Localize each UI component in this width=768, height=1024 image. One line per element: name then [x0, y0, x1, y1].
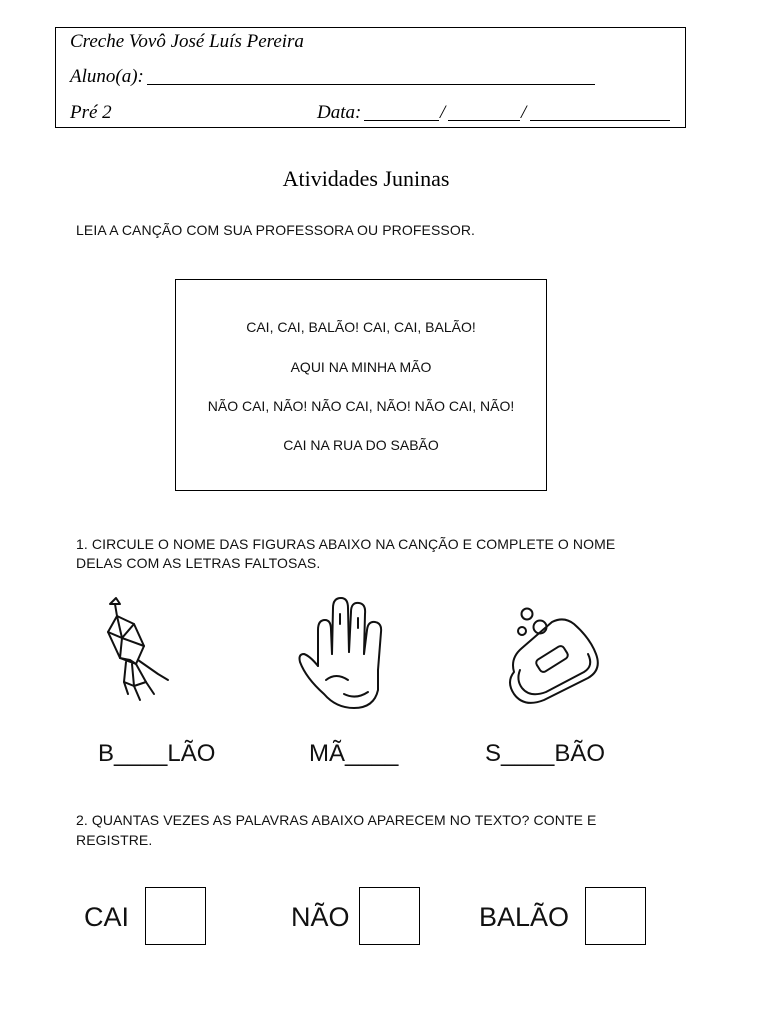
- hand-icon: [296, 594, 396, 718]
- school-name: Creche Vovô José Luís Pereira: [70, 31, 304, 52]
- complete-word-hand[interactable]: MÃ____: [309, 740, 399, 767]
- song-line: CAI NA RUA DO SABÃO: [283, 437, 439, 453]
- question-2-text: 2. QUANTAS VEZES AS PALAVRAS ABAIXO APARECEM NO TEXTO? CONTE E: [76, 812, 597, 828]
- student-name-line[interactable]: [147, 84, 595, 85]
- complete-word-balloon[interactable]: B____LÃO: [98, 740, 216, 767]
- count-box-nao[interactable]: [359, 887, 420, 945]
- soap-icon: [496, 600, 608, 712]
- question-1-text: 1. CIRCULE O NOME DAS FIGURAS ABAIXO NA CANÇÃO E COMPLETE O NOME: [76, 536, 616, 552]
- song-box: [175, 279, 547, 491]
- count-word-balao: BALÃO: [479, 902, 570, 932]
- date-separator: /: [521, 102, 527, 123]
- date-label: Data:: [317, 102, 362, 123]
- count-box-cai[interactable]: [145, 887, 206, 945]
- song-line: AQUI NA MINHA MÃO: [290, 359, 432, 375]
- song-line: CAI, CAI, BALÃO! CAI, CAI, BALÃO!: [246, 319, 476, 335]
- date-day-line[interactable]: [364, 120, 439, 121]
- complete-word-soap[interactable]: S____BÃO: [485, 740, 606, 767]
- page-title: Atividades Juninas: [282, 166, 450, 191]
- question-1-text: DELAS COM AS LETRAS FALTOSAS.: [76, 555, 321, 571]
- date-separator: /: [440, 102, 446, 123]
- question-2-text: REGISTRE.: [76, 832, 153, 848]
- class-label: Pré 2: [70, 102, 112, 123]
- festa-junina-balloon-icon: [96, 594, 192, 710]
- instruction-text: LEIA A CANÇÃO COM SUA PROFESSORA OU PROFESSOR.: [76, 222, 476, 238]
- student-label: Aluno(a):: [70, 66, 144, 87]
- song-line: NÃO CAI, NÃO! NÃO CAI, NÃO! NÃO CAI, NÃO!: [207, 398, 515, 414]
- count-word-cai: CAI: [84, 902, 130, 932]
- count-box-balao[interactable]: [585, 887, 646, 945]
- date-year-line[interactable]: [530, 120, 670, 121]
- count-word-nao: NÃO: [291, 902, 350, 932]
- date-month-line[interactable]: [448, 120, 520, 121]
